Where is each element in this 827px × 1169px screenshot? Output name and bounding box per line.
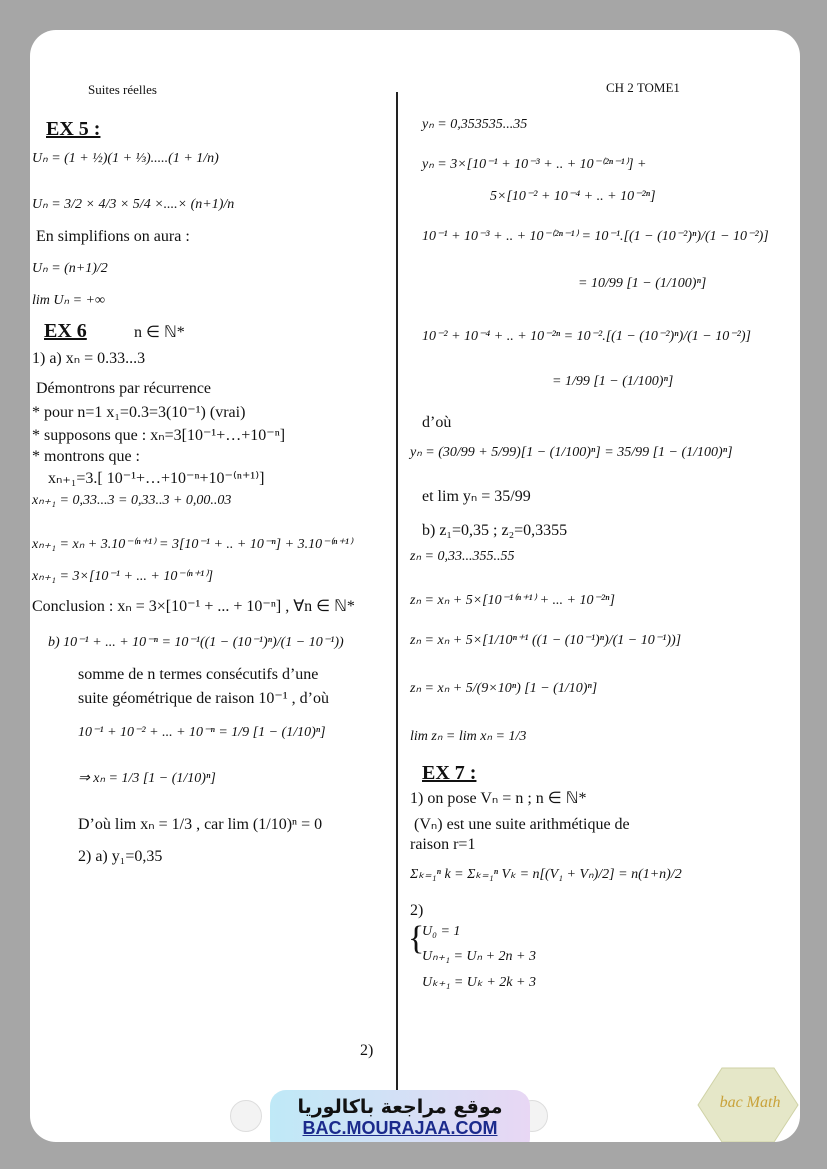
yn-expansion-1: yₙ = 3×[10⁻¹ + 10⁻³ + .. + 10⁻⁽²ⁿ⁻¹⁾] + xyxy=(422,157,647,172)
zn-expansion-3: zₙ = xₙ + 5/(9×10ⁿ) [1 − (1/10)ⁿ] xyxy=(410,681,598,696)
equation-e: ⇒ xₙ = 1/3 [1 − (1/10)ⁿ] xyxy=(78,771,216,786)
yn-final: yₙ = (30/99 + 5/99)[1 − (1/100)ⁿ] = 35/99 [1 − (1/100)ⁿ] xyxy=(410,445,733,460)
column-divider xyxy=(396,92,398,1092)
zn-limit: lim zₙ = lim xₙ = 1/3 xyxy=(410,729,527,744)
ex7-title: EX 7 : xyxy=(422,762,477,784)
system-line3: Uₖ₊₁ = Uₖ + 2k + 3 xyxy=(422,975,536,990)
conclusion: Conclusion : xₙ = 3×[10⁻¹ + ... + 10⁻ⁿ] , ∀n ∈ ℕ* xyxy=(32,598,355,615)
somme-line1: somme de n termes consécutifs d’une xyxy=(78,666,319,683)
dou-label: d’où xyxy=(422,414,452,431)
ex5-line3: Uₙ = (n+1)/2 xyxy=(32,261,108,276)
ex5-limit: lim Uₙ = +∞ xyxy=(32,293,105,308)
system-line1: U₀ = 1 xyxy=(422,924,461,939)
recurrence-step1: * pour n=1 x₁=0.3=3(10⁻¹) (vrai) xyxy=(32,404,246,421)
site-banner[interactable] xyxy=(270,1090,530,1142)
recurrence-step4: xₙ₊₁=3.[ 10⁻¹+…+10⁻ⁿ+10⁻⁽ⁿ⁺¹⁾] xyxy=(48,470,265,487)
system-line2: Uₙ₊₁ = Uₙ + 2n + 3 xyxy=(422,949,536,964)
yn-definition: yₙ = 0,353535...35 xyxy=(422,117,528,132)
somme-line2: suite géométrique de raison 10⁻¹ , d’où xyxy=(78,690,329,707)
ex5-line2: Uₙ = 3/2 × 4/3 × 5/4 ×....× (n+1)/n xyxy=(32,197,235,212)
ex6-1a: 1) a) xₙ = 0.33...3 xyxy=(32,350,146,367)
sum-odd: 10⁻¹ + 10⁻³ + .. + 10⁻⁽²ⁿ⁻¹⁾ = 10⁻¹.[(1 − (10⁻²)ⁿ)/(1 − 10⁻²)] xyxy=(422,229,769,244)
zn-expansion-1: zₙ = xₙ + 5×[10⁻¹⁽ⁿ⁺¹⁾ + ... + 10⁻²ⁿ] xyxy=(410,593,615,608)
page-number: 2) xyxy=(360,1042,374,1059)
ex6-domain: n ∈ ℕ* xyxy=(134,324,185,341)
ex5-title: EX 5 : xyxy=(46,118,101,140)
ex5-simplify: En simplifions on aura : xyxy=(36,228,190,245)
ex6-title: EX 6 xyxy=(44,320,87,342)
yn-expansion-2: 5×[10⁻² + 10⁻⁴ + .. + 10⁻²ⁿ] xyxy=(490,189,656,204)
equation-b: xₙ₊₁ = xₙ + 3.10⁻⁽ⁿ⁺¹⁾ = 3[10⁻¹ + .. + 10⁻ⁿ] + 3.10⁻⁽ⁿ⁺¹⁾ xyxy=(32,537,353,552)
banner-arabic-title: موقع مراجعة باكالوريا xyxy=(297,1096,503,1118)
header-right: CH 2 TOME1 xyxy=(606,80,680,95)
ex7-sum: Σₖ₌₁ⁿ k = Σₖ₌₁ⁿ Vₖ = n[(V₁ + Vₙ)/2] = n(1+n)/2 xyxy=(410,867,682,882)
ex7-1: 1) on pose Vₙ = n ; n ∈ ℕ* xyxy=(410,790,587,807)
equation-c: xₙ₊₁ = 3×[10⁻¹ + ... + 10⁻⁽ⁿ⁺¹⁾] xyxy=(32,569,214,584)
equation-a: xₙ₊₁ = 0,33...3 = 0,33..3 + 0,00..03 xyxy=(32,493,232,508)
system-brace: { xyxy=(408,920,425,957)
recurrence-step2: * supposons que : xₙ=3[10⁻¹+…+10⁻ⁿ] xyxy=(32,427,286,444)
equation-d: 10⁻¹ + 10⁻² + ... + 10⁻ⁿ = 1/9 [1 − (1/10)ⁿ] xyxy=(78,725,326,740)
ex7-line2: (Vₙ) est une suite arithmétique de xyxy=(414,816,630,833)
yn-limit: et lim yₙ = 35/99 xyxy=(422,488,531,505)
ex7-line3: raison r=1 xyxy=(410,836,476,853)
ex5-line1: Uₙ = (1 + ½)(1 + ⅓).....(1 + 1/n) xyxy=(32,151,219,166)
z-values: b) z₁=0,35 ; z₂=0,3355 xyxy=(422,522,568,539)
header-left: Suites réelles xyxy=(88,82,157,97)
banner-url-link[interactable]: BAC.MOURAJAA.COM xyxy=(302,1118,498,1138)
left-site-logo-icon xyxy=(230,1100,262,1132)
badge-text: bac Math xyxy=(719,1094,781,1111)
sum-even: 10⁻² + 10⁻⁴ + .. + 10⁻²ⁿ = 10⁻².[(1 − (10⁻²)ⁿ)/(1 − 10⁻²)] xyxy=(422,329,751,344)
ex6-b-equation: b) 10⁻¹ + ... + 10⁻ⁿ = 10⁻¹((1 − (10⁻¹)ⁿ)/(1 − 10⁻¹)) xyxy=(48,635,344,650)
recurrence-title: Démontrons par récurrence xyxy=(36,380,212,397)
ex6-2a: 2) a) y₁=0,35 xyxy=(78,848,163,865)
sum-even-result: = 1/99 [1 − (1/100)ⁿ] xyxy=(552,374,674,389)
sum-odd-result: = 10/99 [1 − (1/100)ⁿ] xyxy=(578,276,707,291)
limit-conclusion: D’où lim xₙ = 1/3 , car lim (1/10)ⁿ = 0 xyxy=(78,816,323,833)
zn-expansion-2: zₙ = xₙ + 5×[1/10ⁿ⁺¹ ((1 − (10⁻¹)ⁿ)/(1 − 10⁻¹))] xyxy=(410,633,682,648)
recurrence-step3: * montrons que : xyxy=(32,448,140,465)
zn-definition: zₙ = 0,33...355..55 xyxy=(410,549,515,564)
ex7-2: 2) xyxy=(410,902,424,919)
document-page xyxy=(30,30,800,1142)
